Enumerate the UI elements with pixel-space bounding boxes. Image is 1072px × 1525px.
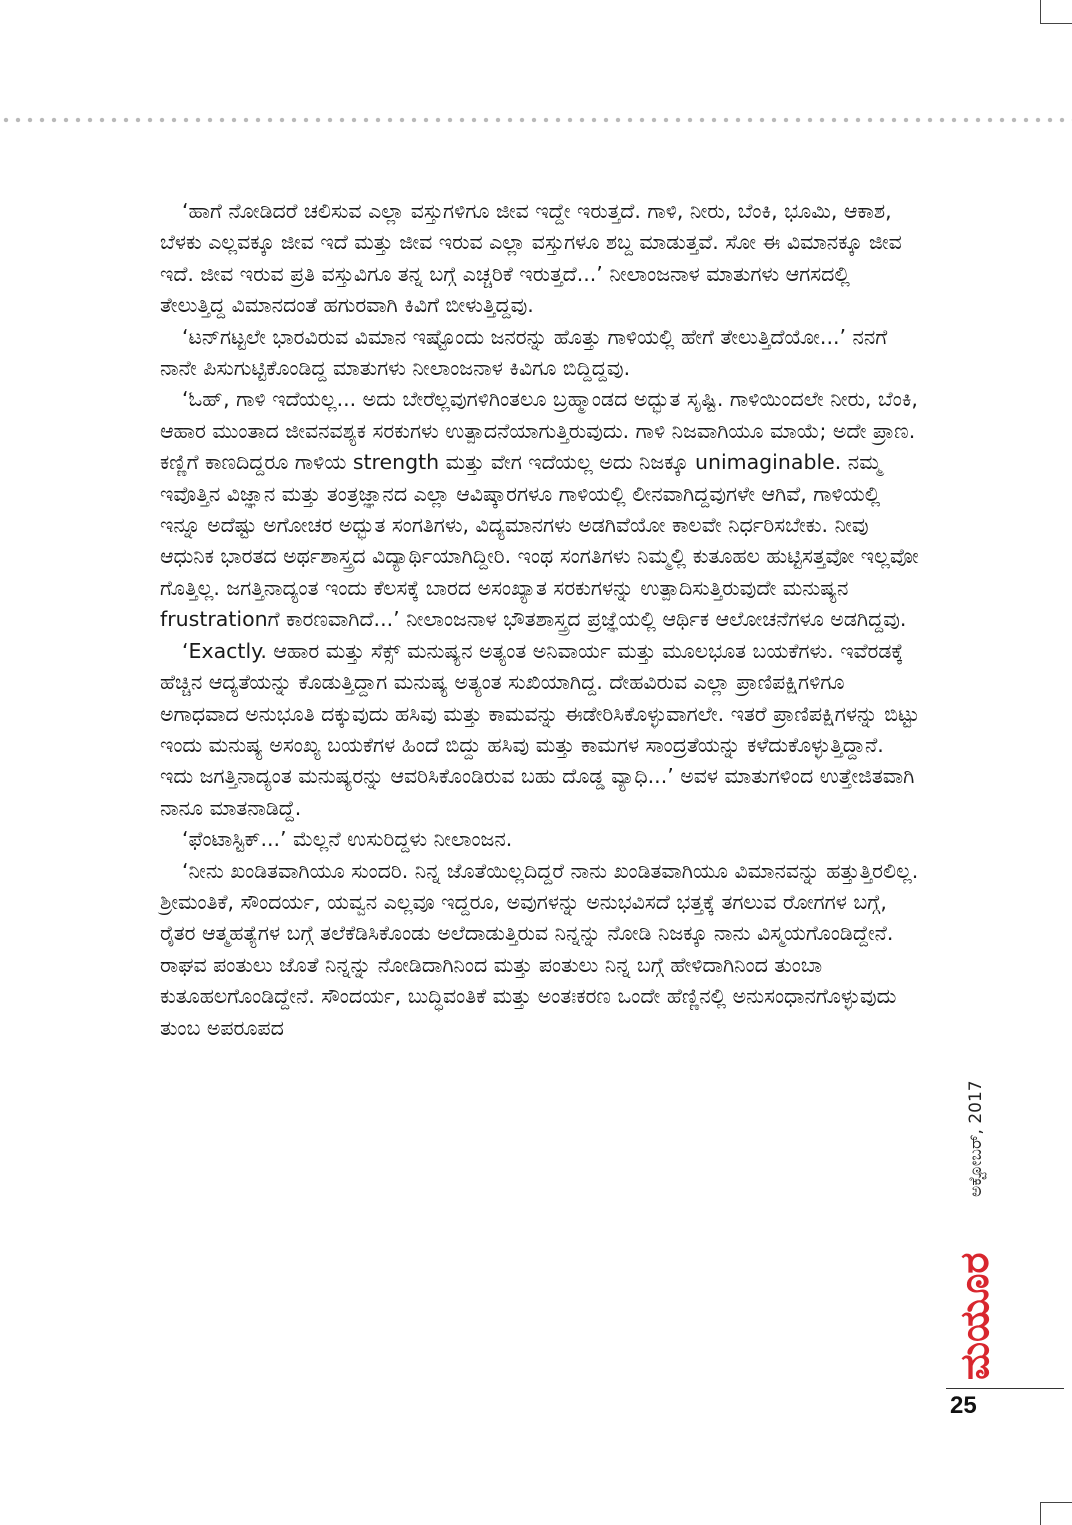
page-number: 25 — [950, 1392, 977, 1419]
crop-mark-top-right-h — [1040, 23, 1072, 24]
paragraph: ‘ಹಾಗೆ ನೋಡಿದರೆ ಚಲಿಸುವ ಎಲ್ಲಾ ವಸ್ತುಗಳಿಗೂ ಜೀವ ಇದ್ದೇ ಇರುತ್ತದೆ. ಗಾಳಿ, ನೀರು, ಬೆಂಕಿ, ಭೂಮಿ, ಆಕಾಶ, ಬೆಳಕು ಎಲ್ಲವಕ್ಕೂ ಜೀವ ಇದೆ ಮತ್ತು ಜೀವ ಇರುವ ಎಲ್ಲಾ ವಸ್ತುಗಳೂ ಶಬ್ದ ಮಾಡುತ್ತವೆ. ಸೋ ಈ ವಿಮಾನಕ್ಕೂ ಜೀವ ಇದೆ. ಜೀವ ಇರುವ ಪ್ರತಿ ವಸ್ತುವಿಗೂ ತನ್ನ ಬಗ್ಗೆ ಎಚ್ಚರಿಕೆ ಇರುತ್ತದೆ...’ ನೀಲಾಂಜನಾಳ ಮಾತುಗಳು ಆಗಸದಲ್ಲಿ ತೇಲುತ್ತಿದ್ದ ವಿಮಾನದಂತೆ ಹಗುರವಾಗಿ ಕಿವಿಗೆ ಬೀಳುತ್ತಿದ್ದವು. — [160, 199, 902, 318]
issue-date: ಅಕ್ಟೋಬರ್, 2017 — [966, 1080, 986, 1197]
paragraph: ‘ಓಹ್, ಗಾಳಿ ಇದೆಯಲ್ಲ... ಅದು ಬೇರೆಲ್ಲವುಗಳಿಗಿಂತಲೂ ಬ್ರಹ್ಮಾಂಡದ ಅದ್ಭುತ ಸೃಷ್ಟಿ. ಗಾಳಿಯಿಂದಲೇ ನೀರು, ಬೆಂಕಿ, ಆಹಾರ ಮುಂತಾದ ಜೀವನವಶ್ಯಕ ಸರಕುಗಳು ಉತ್ಪಾದನೆಯಾಗುತ್ತಿರುವುದು. ಗಾಳಿ ನಿಜವಾಗಿಯೂ ಮಾಯೆ; ಅದೇ ಪ್ರಾಣ. ಕಣ್ಣಿಗೆ ಕಾಣದಿದ್ದರೂ ಗಾಳಿಯ strength ಮತ್ತು ವೇಗ ಇದೆಯಲ್ಲ ಅದು ನಿಜಕ್ಕೂ unimaginable. ನಮ್ಮ ಇವೊತ್ತಿನ ವಿಜ್ಞಾನ ಮತ್ತು ತಂತ್ರಜ್ಞಾನದ ಎಲ್ಲಾ ಆವಿಷ್ಕಾರಗಳೂ ಗಾಳಿಯಲ್ಲಿ ಲೀನವಾಗಿದ್ದವುಗಳೇ ಆಗಿವೆ, ಗಾಳಿಯಲ್ಲಿ ಇನ್ನೂ ಅದೆಷ್ಟು ಅಗೋಚರ ಅದ್ಭುತ ಸಂಗತಿಗಳು, ವಿದ್ಯಮಾನಗಳು ಅಡಗಿವೆಯೋ ಕಾಲವೇ ನಿರ್ಧರಿಸಬೇಕು. ನೀವು ಆಧುನಿಕ ಭಾರತದ ಅರ್ಥಶಾಸ್ತ್ರದ ವಿದ್ಯಾರ್ಥಿಯಾಗಿದ್ದೀರಿ. ಇಂಥ ಸಂಗತಿಗಳು ನಿಮ್ಮಲ್ಲಿ ಕುತೂಹಲ ಹುಟ್ಟಿಸತ್ತವೋ ಇಲ್ಲವೋ ಗೊತ್ತಿಲ್ಲ. ಜಗತ್ತಿನಾದ್ಯಂತ ಇಂದು ಕೆಲಸಕ್ಕೆ ಬಾರದ ಅಸಂಖ್ಯಾತ ಸರಕುಗಳನ್ನು ಉತ್ಪಾದಿಸುತ್ತಿರುವುದೇ ಮನುಷ್ಯನ frustrationಗೆ ಕಾರಣವಾಗಿದೆ...’ ನೀಲಾಂಜನಾಳ ಭೌತಶಾಸ್ತ್ರದ ಪ್ರಜ್ಞೆಯಲ್ಲಿ ಆರ್ಥಿಕ ಆಲೋಚನೆಗಳೂ ಅಡಗಿದ್ದವು. — [160, 387, 919, 632]
crop-mark-bottom-right-h — [1040, 1502, 1072, 1503]
crop-mark-top-right — [1040, 0, 1041, 24]
paragraph: ‘ನೀನು ಖಂಡಿತವಾಗಿಯೂ ಸುಂದರಿ. ನಿನ್ನ ಜೊತೆಯಿಲ್ಲದಿದ್ದರೆ ನಾನು ಖಂಡಿತವಾಗಿಯೂ ವಿಮಾನವನ್ನು ಹತ್ತುತ್ತಿರಲಿಲ್ಲ. ಶ್ರೀಮಂತಿಕೆ, ಸೌಂದರ್ಯ, ಯವ್ವನ ಎಲ್ಲವೂ ಇದ್ದರೂ, ಅವುಗಳನ್ನು ಅನುಭವಿಸದೆ ಭತ್ತಕ್ಕೆ ತಗಲುವ ರೋಗಗಳ ಬಗ್ಗೆ, ರೈತರ ಆತ್ಮಹತ್ಯೆಗಳ ಬಗ್ಗೆ ತಲೆಕೆಡಿಸಿಕೊಂಡು ಅಲೆದಾಡುತ್ತಿರುವ ನಿನ್ನನ್ನು ನೋಡಿ ನಿಜಕ್ಕೂ ನಾನು ವಿಸ್ಮಯಗೊಂಡಿದ್ದೇನೆ. ರಾಘವ ಪಂತುಲು ಜೊತೆ ನಿನ್ನನ್ನು ನೋಡಿದಾಗಿನಿಂದ ಮತ್ತು ಪಂತುಲು ನಿನ್ನ ಬಗ್ಗೆ ಹೇಳಿದಾಗಿನಿಂದ ತುಂಬಾ ಕುತೂಹಲಗೊಂಡಿದ್ದೇನೆ. ಸೌಂದರ್ಯ, ಬುದ್ಧಿವಂತಿಕೆ ಮತ್ತು ಅಂತಃಕರಣ ಒಂದೇ ಹೆಣ್ಣಿನಲ್ಲಿ ಅನುಸಂಧಾನಗೊಳ್ಳುವುದು ತುಂಬ ಅಪರೂಪದ — [160, 858, 919, 1040]
paragraph: ‘ಫೆಂಟಾಸ್ಟಿಕ್...’ ಮೆಲ್ಲನೆ ಉಸುರಿದ್ದಳು ನೀಲಾಂಜನ. — [182, 827, 513, 852]
dotted-header-rule — [0, 116, 1072, 124]
page-number-rule — [946, 1388, 1064, 1389]
crop-mark-bottom-right — [1040, 1502, 1041, 1525]
paragraph: ‘Exactly. ಆಹಾರ ಮತ್ತು ಸೆಕ್ಸ್ ಮನುಷ್ಯನ ಅತ್ಯಂತ ಅನಿವಾರ್ಯ ಮತ್ತು ಮೂಲಭೂತ ಬಯಕೆಗಳು. ಇವೆರಡಕ್ಕೆ ಹೆಚ್ಚಿನ ಆದ್ಯತೆಯನ್ನು ಕೊಡುತ್ತಿದ್ದಾಗ ಮನುಷ್ಯ ಅತ್ಯಂತ ಸುಖಿಯಾಗಿದ್ದ. ದೇಹವಿರುವ ಎಲ್ಲಾ ಪ್ರಾಣಿಪಕ್ಷಿಗಳಿಗೂ ಅಗಾಧವಾದ ಅನುಭೂತಿ ದಕ್ಕುವುದು ಹಸಿವು ಮತ್ತು ಕಾಮವನ್ನು ಈಡೇರಿಸಿಕೊಳ್ಳುವಾಗಲೇ. ಇತರೆ ಪ್ರಾಣಿಪಕ್ಷಿಗಳನ್ನು ಬಿಟ್ಟು ಇಂದು ಮನುಷ್ಯ ಅಸಂಖ್ಯ ಬಯಕೆಗಳ ಹಿಂದೆ ಬಿದ್ದು ಹಸಿವು ಮತ್ತು ಕಾಮಗಳ ಸಾಂದ್ರತೆಯನ್ನು ಕಳೆದುಕೊಳ್ಳುತ್ತಿದ್ದಾನೆ. ಇದು ಜಗತ್ತಿನಾದ್ಯಂತ ಮನುಷ್ಯರನ್ನು ಆವರಿಸಿಕೊಂಡಿರುವ ಬಹು ದೊಡ್ಡ ವ್ಯಾಧಿ...’ ಅವಳ ಮಾತುಗಳಿಂದ ಉತ್ತೇಜಿತವಾಗಿ ನಾನೂ ಮಾತನಾಡಿದ್ದೆ. — [160, 638, 920, 820]
paragraph: ‘ಟನ್‌ಗಟ್ಟಲೇ ಭಾರವಿರುವ ವಿಮಾನ ಇಷ್ಟೊಂದು ಜನರನ್ನು ಹೊತ್ತು ಗಾಳಿಯಲ್ಲಿ ಹೇಗೆ ತೇಲುತ್ತಿದೆಯೋ...’ ನನಗೆ ನಾನೇ ಪಿಸುಗುಟ್ಟಿಕೊಂಡಿದ್ದ ಮಾತುಗಳು ನೀಲಾಂಜನಾಳ ಕಿವಿಗೂ ಬಿದ್ದಿದ್ದವು. — [160, 324, 888, 381]
magazine-logo: ಮಯೂರ — [952, 1252, 998, 1380]
article-body — [160, 196, 920, 1044]
